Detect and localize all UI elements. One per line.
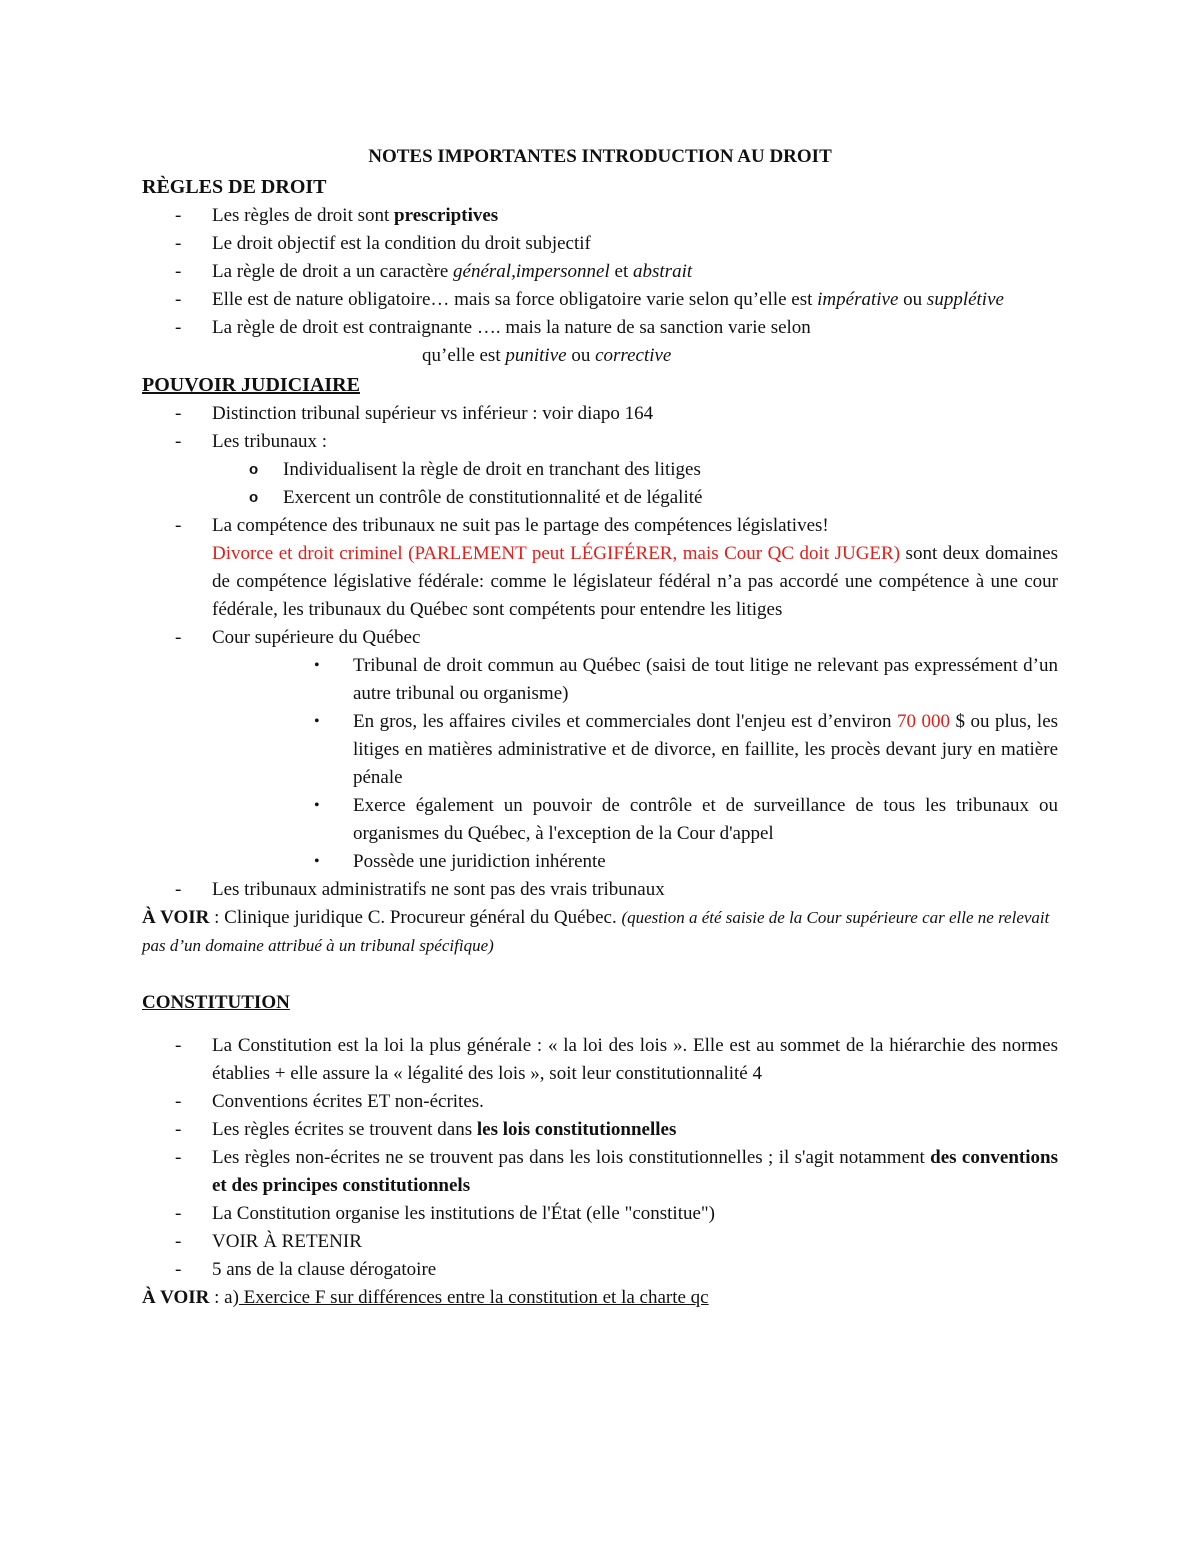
text: Exerce également un pouvoir de contrôle et de surveillance de tous les tribunaux ou organismes du Québec, à l'exception de la Cour d'appel <box>353 795 1058 844</box>
spacer <box>142 960 1058 988</box>
text: Les tribunaux administratifs ne sont pas des vrais tribunaux <box>212 879 665 900</box>
dash-marker: - <box>175 317 182 338</box>
list-item <box>142 1228 1058 1256</box>
sub-list <box>142 456 1058 512</box>
bullet-item <box>142 708 1058 792</box>
a-voir-label: À VOIR <box>142 907 210 928</box>
text: Les règles écrites se trouvent dans <box>212 1119 477 1140</box>
text: VOIR À RETENIR <box>212 1231 362 1252</box>
dash-marker: - <box>175 1147 182 1168</box>
circle-bullet-icon: o <box>249 461 259 478</box>
section-heading-pouvoir-judiciaire: POUVOIR JUDICIAIRE <box>142 374 360 396</box>
dash-marker: - <box>175 233 182 254</box>
text: Les règles non-écrites ne se trouvent pas dans les lois constitutionnelles ; il s'agit notamment <box>212 1147 925 1168</box>
text: sont deux domaines de compétence législative fédérale: comme le législateur fédéral n’a pas accordé une compétence à une cour fédérale, les tribunaux du Québec sont compétents pour entendre les litiges <box>212 543 1058 620</box>
a-voir-label: À VOIR <box>142 1287 210 1308</box>
pouvoir-list <box>142 400 1058 456</box>
list-item <box>142 512 1058 624</box>
bullet-icon: • <box>314 713 320 730</box>
text: Cour supérieure du Québec <box>212 627 421 648</box>
pouvoir-list-2 <box>142 512 1058 652</box>
text: Les règles de droit sont <box>212 205 395 226</box>
bullet-icon: • <box>314 853 320 870</box>
dash-marker: - <box>175 261 182 282</box>
list-item <box>142 314 1058 370</box>
circle-bullet-icon: o <box>249 489 259 506</box>
bold-text: les lois constitutionnelles <box>476 1119 677 1140</box>
text: ou <box>898 289 927 310</box>
bullet-item <box>142 848 1058 876</box>
section-heading-regles: RÈGLES DE DROIT <box>142 176 327 198</box>
list-item <box>142 876 1058 904</box>
text: Distinction tribunal supérieur vs inférieur : voir diapo 164 <box>212 403 654 424</box>
text: qu’elle est <box>422 345 506 366</box>
bullet-icon: • <box>314 657 320 674</box>
italic-text: punitive <box>505 345 567 366</box>
dash-marker: - <box>175 627 182 648</box>
regles-list <box>142 202 1058 370</box>
document-page <box>142 142 1058 1312</box>
list-item <box>142 1088 1058 1116</box>
dash-marker: - <box>175 1259 182 1280</box>
list-item <box>142 258 1058 286</box>
text: Les tribunaux : <box>212 431 328 452</box>
highlight-red-text: 70 000 <box>897 711 951 732</box>
list-item <box>142 400 1058 428</box>
text: Le droit objectif est la condition du droit subjectif <box>212 233 591 254</box>
text: ou <box>566 345 596 366</box>
a-voir-note <box>142 904 1058 960</box>
bullet-item <box>142 652 1058 708</box>
dash-marker: - <box>175 1231 182 1252</box>
italic-text: général,impersonnel <box>453 261 610 282</box>
italic-note: (question a été saisie de la Cour supérieure car elle ne relevait pas d’un domaine attribué à un tribunal spécifique) <box>142 908 1050 955</box>
highlight-red-text: Divorce et droit criminel (PARLEMENT peut LÉGIFÉRER, mais Cour QC doit JUGER) <box>212 543 901 564</box>
text: Exercent un contrôle de constitutionnalité et de légalité <box>283 487 703 508</box>
list-item <box>142 286 1058 314</box>
underlined-text: Exercice F sur différences entre la constitution et la charte qc <box>238 1287 709 1308</box>
indented-line <box>212 342 1058 370</box>
text: En gros, les affaires civiles et commerciales dont l'enjeu est d’environ <box>353 711 898 732</box>
italic-text: impérative <box>817 289 899 310</box>
italic-text: supplétive <box>926 289 1004 310</box>
list-item <box>142 1200 1058 1228</box>
text: La compétence des tribunaux ne suit pas le partage des compétences législatives! <box>212 515 829 536</box>
dash-marker: - <box>175 403 182 424</box>
text: : Clinique juridique C. Procureur général du Québec. <box>209 907 622 928</box>
text: 5 ans de la clause dérogatoire <box>212 1259 437 1280</box>
text: La Constitution organise les institutions de l'État (elle "constitue") <box>212 1203 716 1224</box>
italic-text: abstrait <box>633 261 693 282</box>
text: La Constitution est la loi la plus générale : « la loi des lois ». Elle est au sommet de la hiérarchie des normes établies + elle assure la « légalité des lois », soit leur constitutionnalité 4 <box>212 1035 1058 1084</box>
page-title: NOTES IMPORTANTES INTRODUCTION AU DROIT <box>368 146 832 167</box>
sub-list-item <box>142 456 1058 484</box>
dash-marker: - <box>175 1203 182 1224</box>
dash-marker: - <box>175 879 182 900</box>
list-item <box>142 202 1058 230</box>
list-item <box>142 230 1058 258</box>
spacer <box>142 1018 1058 1032</box>
bullet-item <box>142 792 1058 848</box>
text: Tribunal de droit commun au Québec (saisi de tout litige ne relevant pas expressément d’un autre tribunal ou organisme) <box>353 655 1058 704</box>
dash-marker: - <box>175 1119 182 1140</box>
text: Possède une juridiction inhérente <box>353 851 606 872</box>
list-item <box>142 1256 1058 1284</box>
pouvoir-list-3 <box>142 876 1058 904</box>
bullet-icon: • <box>314 797 320 814</box>
bold-text: des conventions et des principes constitutionnels <box>212 1147 1058 1196</box>
bold-text: prescriptives <box>394 205 499 226</box>
text: Elle est de nature obligatoire… mais sa force obligatoire varie selon qu’elle est <box>212 289 818 310</box>
list-item <box>142 1032 1058 1088</box>
dash-marker: - <box>175 289 182 310</box>
section-heading-constitution: CONSTITUTION <box>142 992 290 1013</box>
constitution-list <box>142 1032 1058 1284</box>
text: La règle de droit est contraignante …. mais la nature de sa sanction varie selon <box>212 317 811 338</box>
list-item <box>142 1144 1058 1200</box>
dash-marker: - <box>175 515 182 536</box>
list-item <box>142 624 1058 652</box>
dash-marker: - <box>175 1035 182 1056</box>
list-item <box>142 1116 1058 1144</box>
italic-text: corrective <box>595 345 672 366</box>
sub-list-item <box>142 484 1058 512</box>
text: Individualisent la règle de droit en tranchant des litiges <box>283 459 701 480</box>
dash-marker: - <box>175 431 182 452</box>
dash-marker: - <box>175 205 182 226</box>
text: $ ou plus, les litiges en matières administrative et de divorce, en faillite, les procès devant jury en matière pénale <box>353 711 1059 788</box>
text: : a) <box>209 1287 239 1308</box>
a-voir-exercise <box>142 1284 1058 1312</box>
list-item <box>142 428 1058 456</box>
dash-marker: - <box>175 1091 182 1112</box>
text: Conventions écrites ET non-écrites. <box>212 1091 484 1112</box>
text: La règle de droit a un caractère <box>212 261 454 282</box>
bullet-list <box>142 652 1058 876</box>
text: et <box>609 261 633 282</box>
